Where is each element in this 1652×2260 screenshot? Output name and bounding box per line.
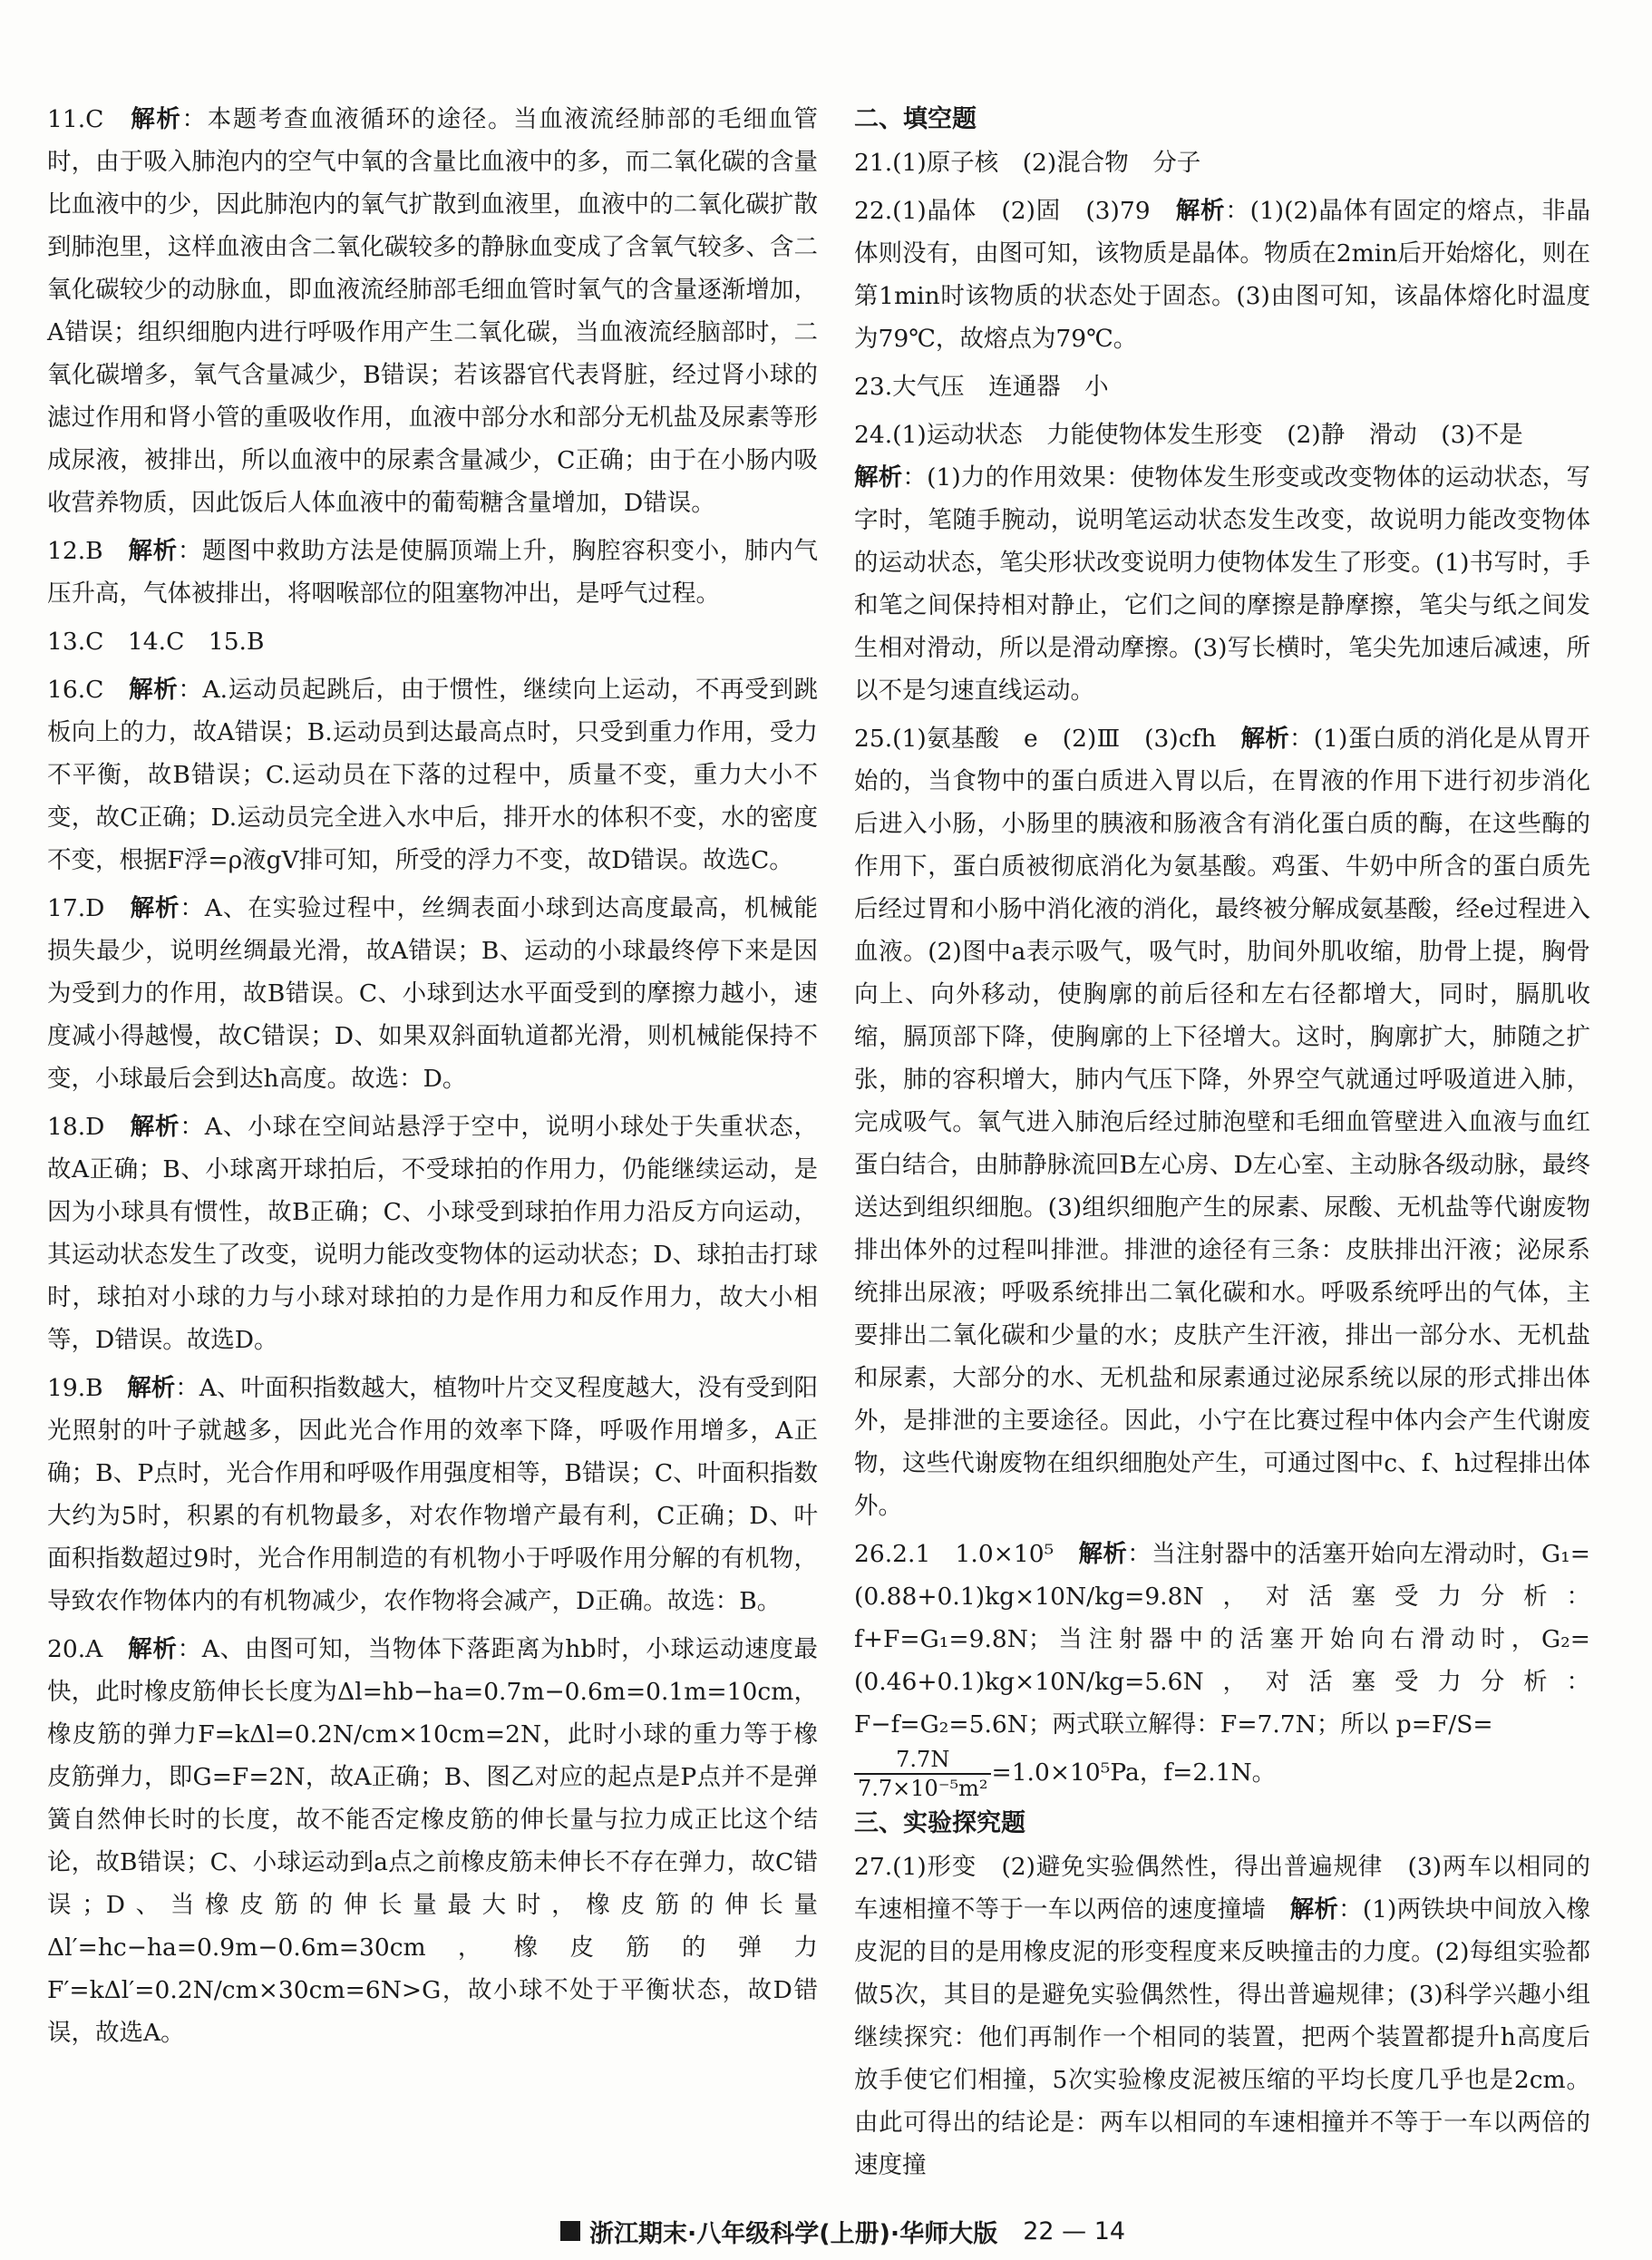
page-number: 22 — 14: [1023, 2216, 1126, 2245]
answer-left-0: 11.C 解析：本题考查血液循环的途径。当血液流经肺部的毛细血管时，由于吸入肺泡内的空气中氧的含量比血液中的多，而二氧化碳的含量比血液中的少，因此肺泡内的氧气扩散到血液里，血液中的二氧化碳扩散到肺泡里，这样血液由含二氧化碳较多的静脉血变成了含氧气较多、含二氧化碳较少的动脉血，即血液流经肺部毛细血管时氧气的含量逐渐增加，A错误；组织细胞内进行呼吸作用产生二氧化碳，当血液流经脑部时，二氧化碳增多，氧气含量减少，B错误；若该器官代表肾脏，经过肾小球的滤过作用和肾小管的重吸收作用，血液中部分水和部分无机盐及尿素等形成尿液，被排出，所以血液中的尿素含量减少，C正确；由于在小肠内吸收营养物质，因此饭后人体血液中的葡萄糖含量增加，D错误。: [47, 105, 819, 517]
answer-left-4: 17.D 解析：A、在实验过程中，丝绸表面小球到达高度最高，机械能损失最少，说明丝绸最光滑，故A错误；B、运动的小球最终停下来是因为受到力的作用，故B错误。C、小球到达水平面受到的摩擦力越小，速度减小得越慢，故C错误；D、如果双斜面轨道都光滑，则机械能保持不变，小球最后会到达h高度。故选：D。: [47, 894, 819, 1093]
answer-22: 22.(1)晶体 (2)固 (3)79 解析：(1)(2)晶体有固定的熔点，非晶体则没有，由图可知，该物质是晶体。物质在2min后开始熔化，则在第1min时该物质的状态处于固态。(3)由图可知，该晶体熔化时温度为79℃，故熔点为79℃。: [854, 197, 1590, 353]
answer-26: 26.2.1 1.0×10⁵ 解析：当注射器中的活塞开始向左滑动时，G₁=(0.88+0.1)kg×10N/kg=9.8N，对活塞受力分析：f+F=G₁=9.8N；当注射器中的活塞开始向右滑动时，G₂=(0.46+0.1)kg×10N/kg=5.6N，对活塞受力分析：F−f=G₂=5.6N；两式联立解得：F=7.7N；所以 p=F/S= $\frac{7.7N}{\text{7.7×10⁻⁵m²}}$ =1.0×10⁵Pa，f=2.1N。: [854, 1540, 1591, 1801]
answer-24: 24.(1)运动状态 力能使物体发生形变 (2)静 滑动 (3)不是 解析：(1)力的作用效果：使物体发生形变或改变物体的运动状态，写字时，笔随手腕动，说明笔运动状态发生改变，故说明力能改变物体的运动状态，笔尖形状改变说明力使物体发生了形变。(1)书写时，手和笔之间保持相对静止，它们之间的摩擦是静摩擦，笔尖与纸之间发生相对滑动，所以是滑动摩擦。(3)写长横时，笔尖先加速后减速，所以不是匀速直线运动。: [854, 421, 1591, 705]
answer-left-7: 20.A 解析：A、由图可知，当物体下落距离为hb时，小球运动速度最快，此时橡皮筋伸长长度为Δl=hb−ha=0.7m−0.6m=0.1m=10cm，橡皮筋的弹力F=kΔl=0.2N/cm×10cm=2N，此时小球的重力等于橡皮筋弹力，即G=F=2N，故A正确；B、图乙对应的起点是P点并不是弹簧自然伸长时的长度，故不能否定橡皮筋的伸长量与拉力成正比这个结论，故B错误；C、小球运动到a点之前橡皮筋未伸长不存在弹力，故C错误；D、当橡皮筋的伸长量最大时，橡皮筋的伸长量Δl′=hc−ha=0.9m−0.6m=30cm，橡皮筋的弹力F′=kΔl′=0.2N/cm×30cm=6N>G，故小球不处于平衡状态，故D错误，故选A。: [47, 1635, 819, 2047]
left-column: [47, 98, 818, 2054]
answer-27: 27.(1)形变 (2)避免实验偶然性，得出普遍规律 (3)两车以相同的车速相撞不等于一车以两倍的速度撞墙 解析：(1)两铁块中间放入橡皮泥的目的是用橡皮泥的形变程度来反映撞击的力度。(2)每组实验都做5次，其目的是避免实验偶然性，得出普遍规律；(3)科学兴趣小组继续探究：他们再制作一个相同的装置，把两个装置都提升h高度后放手使它们相撞，5次实验橡皮泥被压缩的平均长度几乎也是2cm。由此可得出的结论是：两车以相同的车速相撞并不等于一车以两倍的速度撞: [854, 1853, 1591, 2179]
square-mark-icon: [560, 2221, 580, 2241]
answer-left-6: 19.B 解析：A、叶面积指数越大，植物叶片交叉程度越大，没有受到阳光照射的叶子就越多，因此光合作用的效率下降，呼吸作用增多，A正确；B、P点时，光合作用和呼吸作用强度相等，B错误；C、叶面积指数大约为5时，积累的有机物最多，对农作物增产最有利，C正确；D、叶面积指数超过9时，光合作用制造的有机物小于呼吸作用分解的有机物，导致农作物体内的有机物减少，农作物将会减产，D正确。故选：B。: [47, 1374, 819, 1615]
pressure-fraction: $\frac{7.7N}{\text{7.7×10⁻⁵m²}}$: [854, 1746, 991, 1802]
answer-left-5: 18.D 解析：A、小球在空间站悬浮于空中，说明小球处于失重状态，故A正确；B、小球离开球拍后，不受球拍的作用力，仍能继续运动，是因为小球具有惯性，故B正确；C、小球受到球拍作用力沿反方向运动，其运动状态发生了改变，说明力能改变物体的运动状态；D、球拍击打球时，球拍对小球的力与小球对球拍的力是作用力和反作用力，故大小相等，D错误。故选D。: [47, 1113, 819, 1354]
section-heading-fill-blank: 二、填空题: [854, 105, 977, 133]
answer-left-3: 16.C 解析：A.运动员起跳后，由于惯性，继续向上运动，不再受到跳板向上的力，故A错误；B.运动员到达最高点时，只受到重力作用，受力不平衡，故B错误；C.运动员在下落的过程中，质量不变，重力大小不变，故C正确；D.运动员完全进入水中后，排开水的体积不变，水的密度不变，根据F浮=ρ液gV排可知，所受的浮力不变，故D错误。故选C。: [47, 676, 819, 874]
answer-23: 23.大气压 连通器 小: [854, 373, 1109, 401]
section-heading-experiment: 三、实验探究题: [854, 1809, 1025, 1837]
answer-left-1: 12.B 解析：题图中救助方法是使膈顶端上升，胸腔容积变小，肺内气压升高，气体被排出，将咽喉部位的阻塞物冲出，是呼气过程。: [47, 537, 819, 608]
answer-21: 21.(1)原子核 (2)混合物 分子: [854, 149, 1201, 177]
answer-25: 25.(1)氨基酸 e (2)Ⅲ (3)cfh 解析：(1)蛋白质的消化是从胃开始的，当食物中的蛋白质进入胃以后，在胃液的作用下进行初步消化后进入小肠，小肠里的胰液和肠液含有消化蛋白质的酶，在这些酶的作用下，蛋白质被彻底消化为氨基酸。鸡蛋、牛奶中所含的蛋白质先后经过胃和小肠中消化液的消化，最终被分解成氨基酸，经e过程进入血液。(2)图中a表示吸气，吸气时，肋间外肌收缩，肋骨上提，胸骨向上、向外移动，使胸廓的前后径和左右径都增大，同时，膈肌收缩，膈顶部下降，使胸廓的上下径增大。这时，胸廓扩大，肺随之扩张，肺的容积增大，肺内气压下降，外界空气就通过呼吸道进入肺，完成吸气。氧气进入肺泡后经过肺泡壁和毛细血管壁进入血液与血红蛋白结合，由肺静脉流回B左心房、D左心室、主动脉各级动脉，最终送达到组织细胞。(3)组织细胞产生的尿素、尿酸、无机盐等代谢废物排出体外的过程叫排泄。排泄的途径有三条：皮肤排出汗液；泌尿系统排出尿液；呼吸系统排出二氧化碳和水。呼吸系统呼出的气体，主要排出二氧化碳和少量的水；皮肤产生汗液，排出一部分水、无机盐和尿素，大部分的水、无机盐和尿素通过泌尿系统以尿的形式排出体外，是排泄的主要途径。因此，小宁在比赛过程中体内会产生代谢废物，这些代谢废物在组织细胞处产生，可通过图中c、f、h过程排出体外。: [854, 725, 1590, 1520]
footer-title: 浙江期末·八年级科学(上册)·华师大版: [589, 2219, 998, 2248]
right-column: [854, 98, 1590, 2187]
page-footer: [560, 2213, 1125, 2249]
answer-left-2: 13.C 14.C 15.B: [47, 628, 265, 656]
